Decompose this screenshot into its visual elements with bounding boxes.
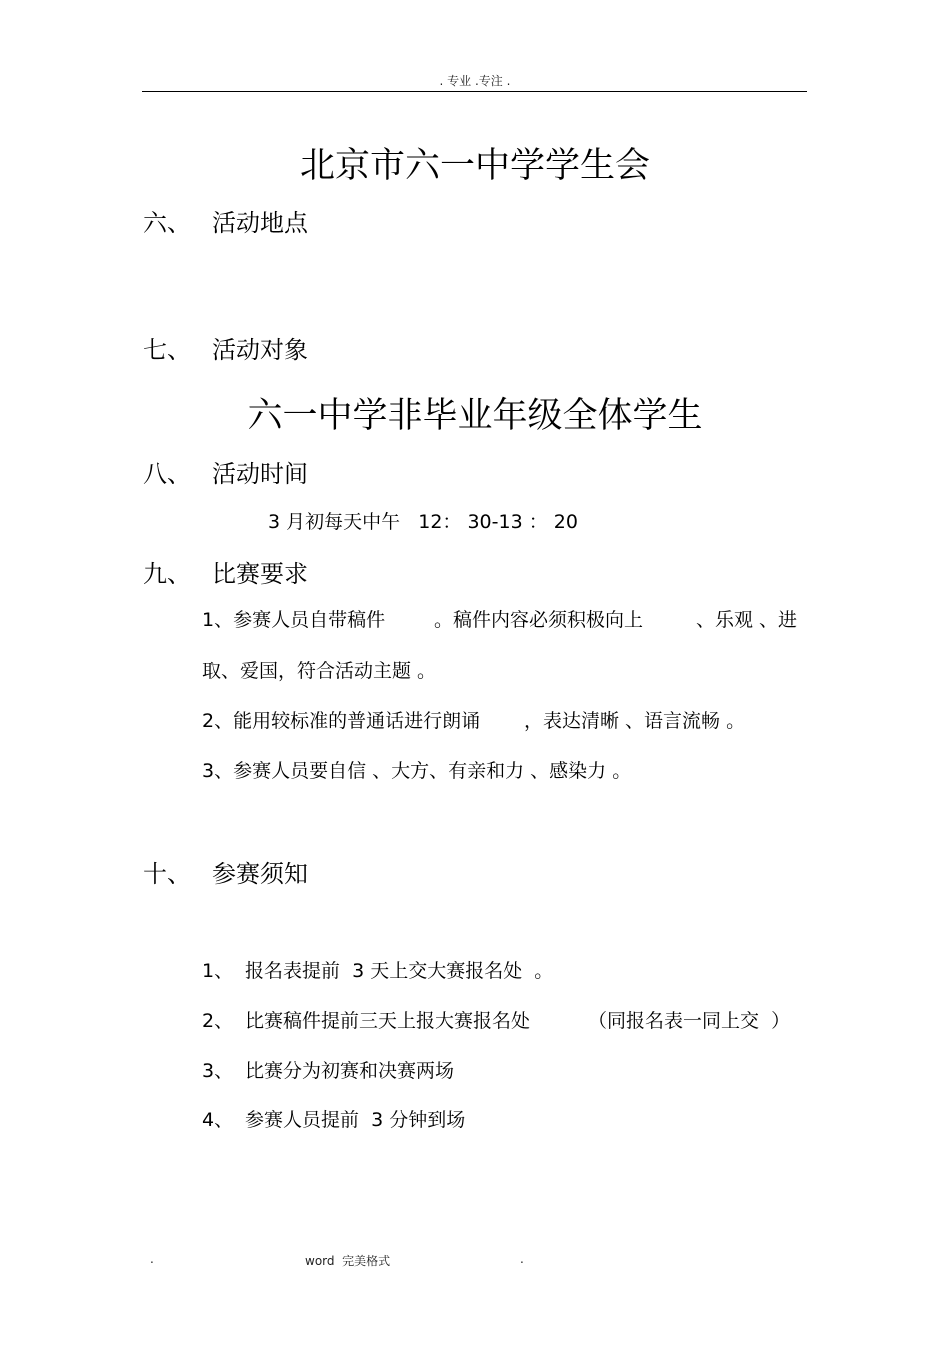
section-9-number: 九、 bbox=[143, 560, 191, 588]
requirement-2-part-1: 2、能用较标准的普通话进行朗诵 bbox=[202, 710, 481, 732]
notice-4-number: 4、 bbox=[202, 1109, 234, 1131]
section-8-label: 活动时间 bbox=[212, 460, 308, 488]
section-10-number: 十、 bbox=[143, 860, 191, 888]
section-8-content: 3 月初每天中午 12： 30-13 ： 20 bbox=[268, 511, 578, 533]
requirement-1-part-1: 1、参赛人员自带稿件 bbox=[202, 609, 386, 631]
section-8-number: 八、 bbox=[143, 460, 191, 488]
notice-1-text: 报名表提前 3 天上交大赛报名处 。 bbox=[245, 960, 554, 982]
notice-4-text: 参赛人员提前 3 分钟到场 bbox=[245, 1109, 466, 1131]
section-10-label: 参赛须知 bbox=[212, 860, 308, 888]
notice-1-number: 1、 bbox=[202, 960, 234, 982]
notice-3-number: 3、 bbox=[202, 1060, 234, 1082]
section-7-number: 七、 bbox=[143, 336, 191, 364]
section-7-label: 活动对象 bbox=[212, 336, 308, 364]
section-9-label: 比赛要求 bbox=[212, 560, 308, 588]
notice-3-text: 比赛分为初赛和决赛两场 bbox=[245, 1060, 455, 1082]
requirement-1-part-3: 、乐观 、进 bbox=[696, 609, 798, 631]
document-title: 北京市六一中学学生会 bbox=[299, 146, 650, 186]
requirement-2-part-2: ，表达清晰 、语言流畅 。 bbox=[524, 710, 746, 732]
requirement-3: 3、参赛人员要自信 、大方、有亲和力 、感染力 。 bbox=[202, 760, 632, 782]
requirement-1-part-4: 取、爱国，符合活动主题 。 bbox=[202, 660, 437, 682]
page-header: . 专业 .专注 . bbox=[439, 74, 511, 88]
notice-2-text: 比赛稿件提前三天上报大赛报名处 bbox=[245, 1010, 531, 1032]
footer-center-text: word 完美格式 bbox=[305, 1254, 391, 1268]
notice-2-number: 2、 bbox=[202, 1010, 234, 1032]
section-6-number: 六、 bbox=[143, 209, 191, 237]
header-rule bbox=[142, 91, 807, 92]
footer-right-dot: . bbox=[520, 1252, 524, 1266]
footer-left-dot: . bbox=[150, 1252, 154, 1266]
section-7-content: 六一中学非毕业年级全体学生 bbox=[247, 396, 703, 436]
notice-2-tail: （同报名表一同上交 ） bbox=[588, 1010, 791, 1032]
requirement-1-part-2: 。稿件内容必须积极向上 bbox=[434, 609, 644, 631]
section-6-label: 活动地点 bbox=[212, 209, 308, 237]
